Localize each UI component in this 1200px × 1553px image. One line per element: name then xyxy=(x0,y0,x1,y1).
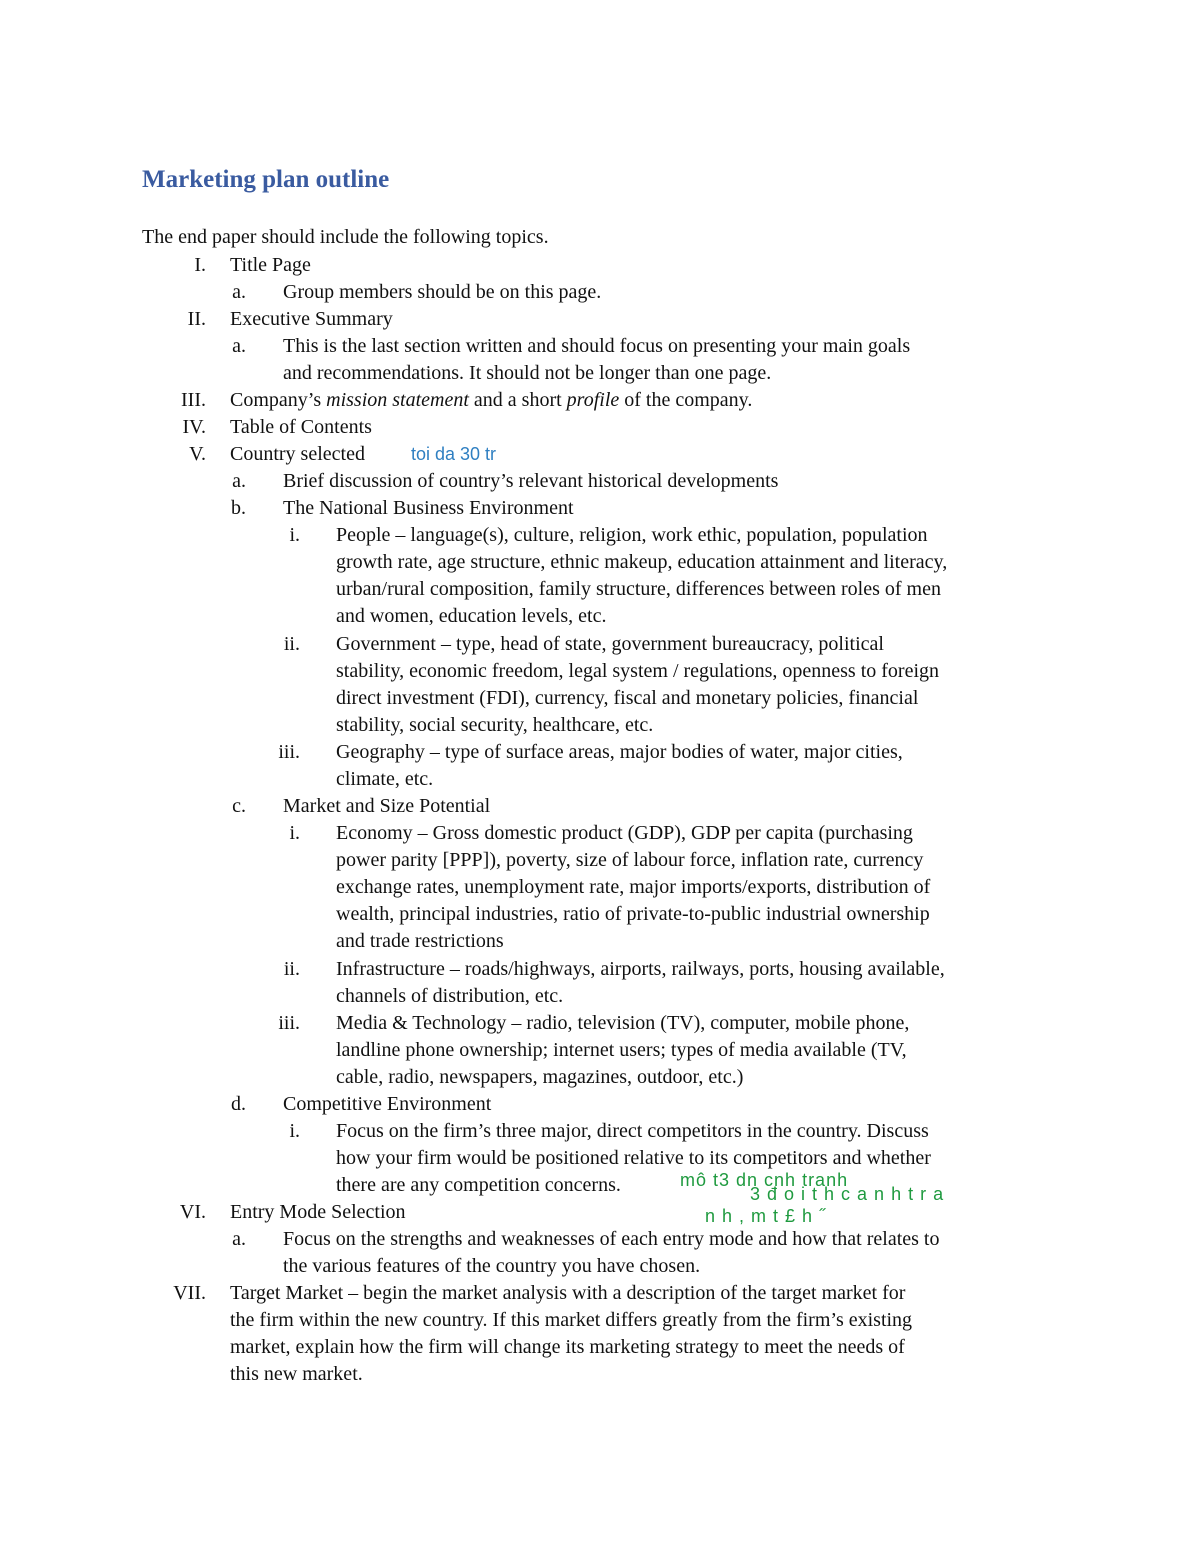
document-title: Marketing plan outline xyxy=(142,166,390,193)
item-text: This is the last section written and should focus on presenting your main goals xyxy=(283,335,911,357)
item-marker: III. xyxy=(181,389,206,411)
item-text: Competitive Environment xyxy=(283,1093,492,1115)
item-text: Economy – Gross domestic product (GDP), GDP per capita (purchasing xyxy=(336,822,913,844)
item-text: Table of Contents xyxy=(230,416,372,438)
item-text: the various features of the country you have chosen. xyxy=(283,1255,701,1277)
item-marker: iii. xyxy=(278,1012,300,1034)
item-text: market, explain how the firm will change its marketing strategy to meet the needs of xyxy=(230,1336,905,1358)
item-text: Focus on the firm’s three major, direct competitors in the country. Discuss xyxy=(336,1120,929,1142)
item-marker: i. xyxy=(289,1120,300,1142)
item-text xyxy=(230,387,752,414)
item-text: Media & Technology – radio, television (TV), computer, mobile phone, xyxy=(336,1012,910,1034)
item-text: and women, education levels, etc. xyxy=(336,605,607,627)
item-text: growth rate, age structure, ethnic makeup, education attainment and literacy, xyxy=(336,551,948,573)
item-text: Country selected xyxy=(230,443,365,465)
item-marker: i. xyxy=(289,524,300,546)
item-marker: i. xyxy=(289,822,300,844)
handwritten-note-green-2: 3 đ o i t h c a n h t r a xyxy=(750,1184,945,1204)
handwritten-note-blue: toi da 30 tr xyxy=(411,444,497,464)
item-text: Brief discussion of country’s relevant historical developments xyxy=(283,470,779,492)
item-marker: a. xyxy=(232,335,246,357)
handwritten-note-green-1: mô t3 dn cnh tranh xyxy=(680,1170,849,1190)
item-text: channels of distribution, etc. xyxy=(336,985,564,1007)
item-text: and trade restrictions xyxy=(336,930,504,952)
text-segment: and a short xyxy=(468,389,567,411)
item-text: Entry Mode Selection xyxy=(230,1201,406,1223)
item-text: this new market. xyxy=(230,1363,363,1385)
item-text: Focus on the strengths and weaknesses of each entry mode and how that relates to xyxy=(283,1228,940,1250)
item-text: exchange rates, unemployment rate, major imports/exports, distribution of xyxy=(336,876,931,898)
item-text: Government – type, head of state, government bureaucracy, political xyxy=(336,633,884,655)
item-text: The National Business Environment xyxy=(283,497,574,519)
item-text: climate, etc. xyxy=(336,768,434,790)
item-marker: V. xyxy=(189,443,206,465)
item-marker: I. xyxy=(194,254,206,276)
item-marker: ii. xyxy=(283,633,300,655)
item-text: Geography – type of surface areas, major bodies of water, major cities, xyxy=(336,741,903,763)
item-text: Group members should be on this page. xyxy=(283,281,602,303)
item-marker: d. xyxy=(231,1093,246,1115)
text-segment: Company’s xyxy=(230,389,327,411)
item-text: and recommendations. It should not be longer than one page. xyxy=(283,362,772,384)
item-marker: iii. xyxy=(278,741,300,763)
item-text: the firm within the new country. If this market differs greatly from the firm’s existing xyxy=(230,1309,913,1331)
item-text: wealth, principal industries, ratio of private-to-public industrial ownership xyxy=(336,903,930,925)
handwritten-note-green-3: n h , m t £ h ˝ xyxy=(705,1206,827,1226)
item-marker: b. xyxy=(231,497,246,519)
item-text: stability, social security, healthcare, etc. xyxy=(336,714,654,736)
item-text: urban/rural composition, family structure, differences between roles of men xyxy=(336,578,941,600)
item-text: Market and Size Potential xyxy=(283,795,491,817)
item-text: Infrastructure – roads/highways, airports, railways, ports, housing available, xyxy=(336,958,945,980)
item-marker: VII. xyxy=(173,1282,206,1304)
item-marker: IV. xyxy=(182,416,206,438)
item-text: People – language(s), culture, religion, work ethic, population, population xyxy=(336,524,928,546)
item-marker: a. xyxy=(232,281,246,303)
item-text: Title Page xyxy=(230,254,311,276)
item-text: cable, radio, newspapers, magazines, outdoor, etc.) xyxy=(336,1066,744,1088)
item-text: there are any competition concerns. xyxy=(336,1174,621,1196)
item-marker: a. xyxy=(232,1228,246,1250)
emphasis-mission-statement: mission statement xyxy=(326,389,469,411)
item-marker: a. xyxy=(232,470,246,492)
item-text: how your firm would be positioned relative to its competitors and whether xyxy=(336,1147,931,1169)
intro-sentence: The end paper should include the following topics. xyxy=(142,226,549,248)
item-marker: c. xyxy=(232,795,246,817)
item-text: power parity [PPP]), poverty, size of labour force, inflation rate, currency xyxy=(336,849,924,871)
item-marker: VI. xyxy=(179,1201,206,1223)
item-marker: II. xyxy=(187,308,206,330)
item-text: stability, economic freedom, legal system / regulations, openness to foreign xyxy=(336,660,939,682)
text-segment: of the company. xyxy=(619,389,753,411)
item-text: Executive Summary xyxy=(230,308,393,330)
item-marker: ii. xyxy=(283,958,300,980)
emphasis-profile: profile xyxy=(566,389,620,411)
item-text: landline phone ownership; internet users; types of media available (TV, xyxy=(336,1039,907,1061)
item-text: Target Market – begin the market analysis with a description of the target market for xyxy=(230,1282,906,1304)
item-text: direct investment (FDI), currency, fiscal and monetary policies, financial xyxy=(336,687,919,709)
